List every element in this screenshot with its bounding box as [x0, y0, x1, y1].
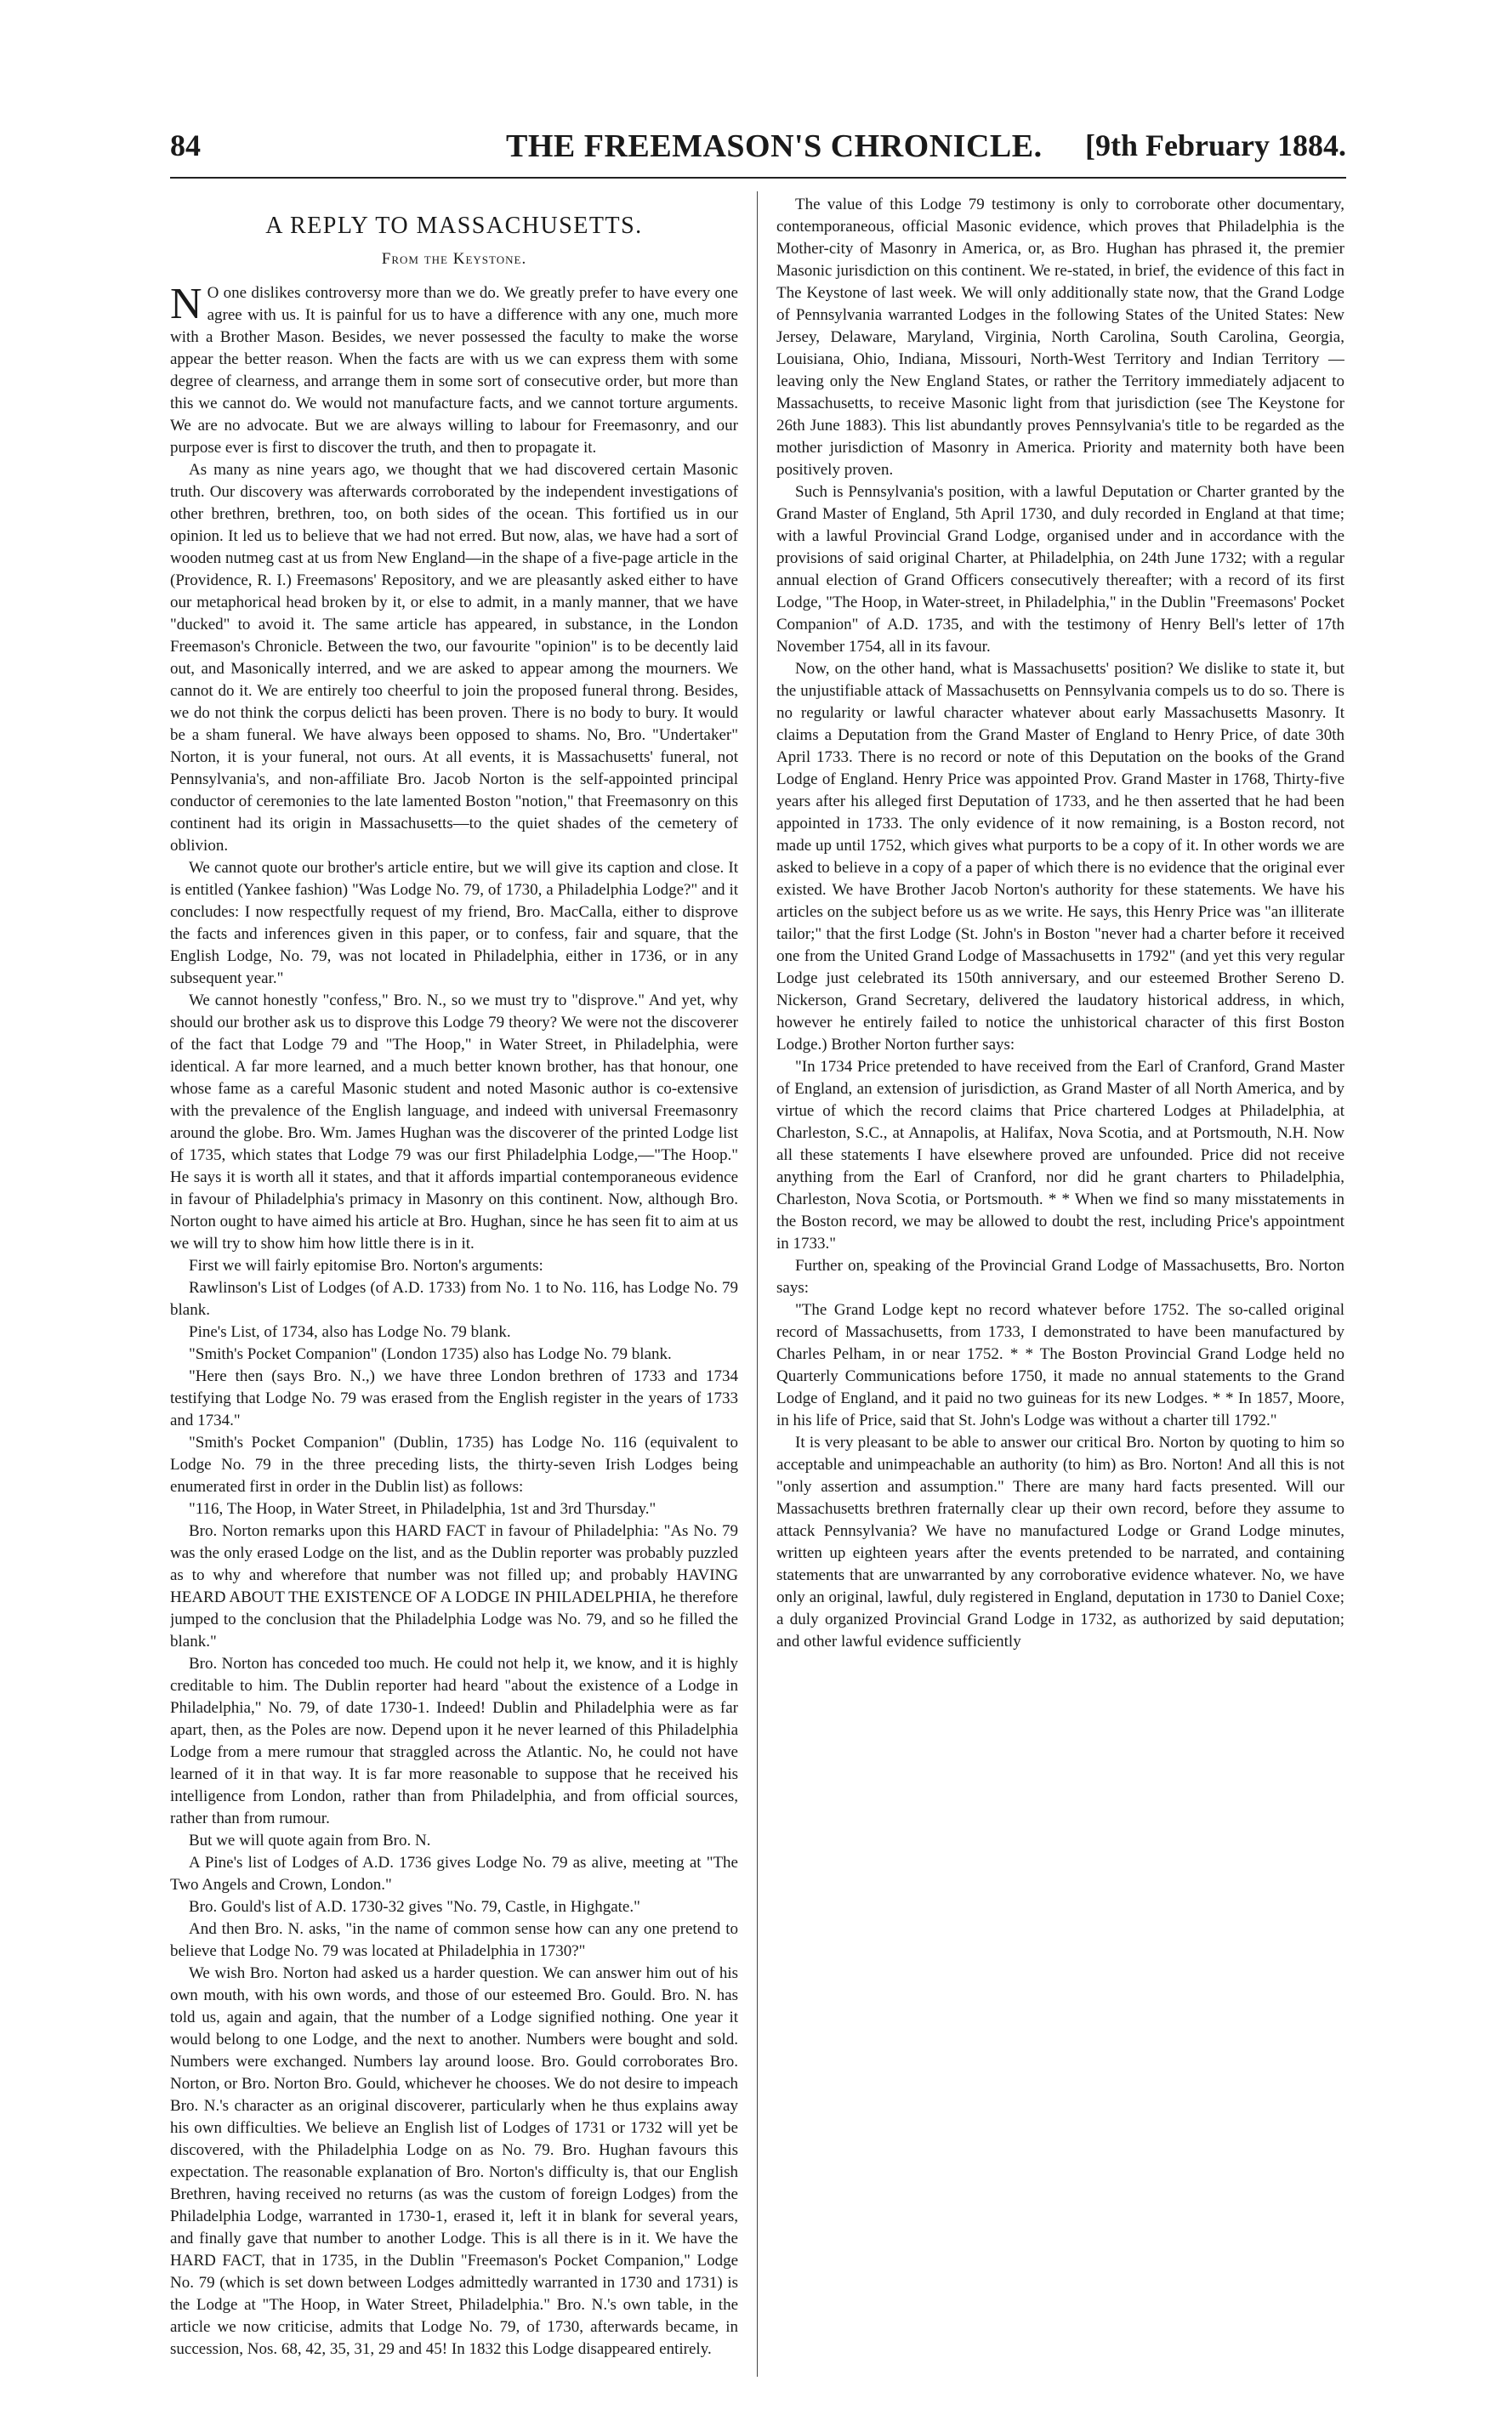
paragraph: First we will fairly epitomise Bro. Norton's arguments:	[189, 1257, 543, 1275]
paragraph: Now, on the other hand, what is Massachusetts' position? We dislike to state it, but the unjustifiable attack of Massachusetts on Pennsylvania compels us to do so. There is no regularity or lawful character whatever about early Massachusetts Masonry. It claims a Deputation from the Grand Master of England to Henry Price, of date 30th April 1733. There is no record or note of this Deputation on the books of the Grand Lodge of England. Henry Price was appointed Prov. Grand Master in 1768, Thirty-five years after his alleged first Deputation of 1733, and he then asserted that he had been appointed in 1733. The only evidence of it now remaining, is a Boston record, not made up until 1752, which gives what purports to be a copy of it. In other words we are asked to believe in a copy of a paper of which there is no evidence that the original ever existed. We have Brother Jacob Norton's authority for these statements. We have his articles on the subject before us as we write. He says, this Henry Price was "an illiterate tailor;" that the first Lodge (St. John's in Boston "never had a charter before it received one from the United Grand Lodge of Massachusetts in 1792" (and yet this very regular Lodge just celebrated its 150th anniversary, and our esteemed Brother Sereno D. Nickerson, Grand Secretary, delivered the laudatory historical address, in which, however he entirely failed to notice the unhistorical character of this first Boston Lodge.) Brother Norton further says:	[776, 660, 1344, 1054]
paragraph: We cannot honestly "confess," Bro. N., so we must try to "disprove." And yet, why should our brother ask us to disprove this Lodge 79 theory? We were not the discoverer of the fact that Lodge 79 and "The Hoop," in Water Street, in Philadelphia, were identical. A far more learned, and a much better known brother, has that honour, one whose fame as a careful Masonic student and noted Masonic author is co-extensive with the prevalence of the English language, and indeed with universal Freemasonry around the globe. Bro. Wm. James Hughan was the discoverer of the printed Lodge list of 1735, which states that Lodge 79 was our first Philadelphia Lodge,—"The Hoop." He says it is worth all it states, and that it affords impartial contemporaneous evidence in favour of Philadelphia's primacy in Masonry on this continent. Now, although Bro. Norton ought to have aimed his article at Bro. Hughan, since he has seen fit to aim at us we will try to show him how little there is in it.	[170, 992, 738, 1253]
paragraph: "In 1734 Price pretended to have received from the Earl of Cranford, Grand Master of England, an extension of jurisdiction, as Grand Master of all North America, and by virtue of which the record claims that Price chartered Lodges at Philadelphia, at Charleston, S.C., at Annapolis, at Halifax, Nova Scotia, and at Portsmouth, N.H. Now all these statements I have elsewhere proved are unfounded. Price did not receive anything from the Earl of Cranford, nor did he grant charters to Philadelphia, Charleston, Nova Scotia, or Portsmouth. * * When we find so many misstatements in the Boston record, we may be allowed to doubt the rest, including Price's appointment in 1733."	[776, 1058, 1344, 1253]
article-source: From the Keystone.	[381, 250, 527, 268]
paragraph: Bro. Norton remarks upon this HARD FACT in favour of Philadelphia: "As No. 79 was the only erased Lodge on the list, and as the Dublin reporter was probably puzzled as to why and wherefore that number was not filled up; and probably HAVING HEARD ABOUT THE EXISTENCE OF A LODGE IN PHILADELPHIA, he therefore jumped to the conclusion that the Philadelphia Lodge was No. 79, and so he filled the blank."	[170, 1522, 738, 1651]
paragraph: Such is Pennsylvania's position, with a lawful Deputation or Charter granted by the Grand Master of England, 5th April 1730, and duly recorded in England at that time; with a lawful Provincial Grand Lodge, organised under and in accordance with the provisions of said original Charter, at Philadelphia, on 24th June 1732; with a regular annual election of Grand Officers consecutively thereafter; with a record of its first Lodge, "The Hoop, in Water-street, in Philadelphia," in the Dublin "Freemasons' Pocket Companion" of A.D. 1735, and with the testimony of Henry Bell's letter of 17th November 1754, all in its favour.	[776, 483, 1344, 656]
page-number: 84	[170, 128, 201, 162]
column-left	[170, 194, 738, 2371]
article-title: A REPLY TO MASSACHUSETTS.	[265, 213, 643, 239]
paragraph: We wish Bro. Norton had asked us a harder question. We can answer him out of his own mouth, with his own words, and those of our esteemed Bro. Gould. Bro. N. has told us, again and again, that the number of a Lodge signified nothing. One year it would belong to one Lodge, and the next to another. Numbers were bought and sold. Numbers were exchanged. Numbers lay around loose. Bro. Gould corroborates Bro. Norton, or Bro. Norton Bro. Gould, whichever he chooses. We do not desire to impeach Bro. N.'s character as an original discoverer, particularly when he thus explains away his own difficulties. We believe an English list of Lodges of 1731 or 1732 will yet be discovered, with the Philadelphia Lodge on as No. 79. Bro. Hughan favours this expectation. The reasonable explanation of Bro. Norton's difficulty is, that our English Brethren, having received no returns (as was the custom of foreign Lodges) from the Philadelphia Lodge, warranted in 1730-1, erased it, left it in blank for several years, and finally gave that number to another Lodge. This is all there is in it. We have the HARD FACT, that in 1735, in the Dublin "Freemason's Pocket Companion," Lodge No. 79 (which is set down between Lodges admittedly warranted in 1730 and 1731) is the Lodge at "The Hoop, in Water Street, Philadelphia." Bro. N.'s own table, in the article we now criticise, admits that Lodge No. 79, of 1730, afterwards became, in succession, Nos. 68, 42, 35, 31, 29 and 45! In 1832 this Lodge disappeared entirely.	[170, 1964, 738, 2358]
paragraph: "Smith's Pocket Companion" (Dublin, 1735) has Lodge No. 116 (equivalent to Lodge No. 79 in the three preceding lists, the thirty-seven Irish Lodges being enumerated first in order in the Dublin list) as follows:	[170, 1434, 738, 1496]
drop-cap: N	[170, 280, 202, 328]
paragraph: "Here then (says Bro. N.,) we have three London brethren of 1733 and 1734 testifying that Lodge No. 79 was erased from the English register in the years of 1733 and 1734."	[170, 1367, 738, 1429]
paragraph: "Smith's Pocket Companion" (London 1735) also has Lodge No. 79 blank.	[189, 1345, 672, 1363]
issue-date: [9th February 1884.	[1085, 128, 1346, 162]
column-divider	[757, 191, 758, 2377]
paragraph: As many as nine years ago, we thought that we had discovered certain Masonic truth. Our discovery was afterwards corroborated by the independent investigations of other brethren, brethren, too, on both sides of the ocean. This fortified us in our opinion. It led us to believe that we had not erred. But now, alas, we have had a sort of wooden nutmeg cast at us from New England—in the shape of a five-page article in the (Providence, R. I.) Freemasons' Repository, and we are pleasantly asked either to have our metaphorical head broken by it, or else to admit, in a manly manner, that we have "ducked" to avoid it. The same article has appeared, in substance, in the London Freemason's Chronicle. Between the two, our favourite "opinion" is to be decently laid out, and Masonically interred, and we are asked to appear among the mourners. We cannot do it. We are entirely too cheerful to join the proposed funeral throng. Besides, we do not think the corpus delicti has been proven. There is no body to bury. It would be a sham funeral. We have always been opposed to shams. No, Bro. "Undertaker" Norton, it is your funeral, not ours. At all events, it is Massachusetts' funeral, not Pennsylvania's, and non-affiliate Bro. Jacob Norton is the self-appointed principal conductor of ceremonies to the late lamented Boston "notion," that Freemasonry on this continent had its origin in Massachusetts—to the quiet shades of the cemetery of oblivion.	[170, 461, 738, 855]
paragraph: Rawlinson's List of Lodges (of A.D. 1733) from No. 1 to No. 116, has Lodge No. 79 blank.	[170, 1279, 738, 1319]
paragraph	[170, 282, 738, 459]
publication-title: THE FREEMASON'S CHRONICLE.	[506, 128, 1043, 164]
paragraph: We cannot quote our brother's article entire, but we will give its caption and close. It is entitled (Yankee fashion) "Was Lodge No. 79, of 1730, a Philadelphia Lodge?" and it concludes: I now respectfully request of my friend, Bro. MacCalla, either to disprove the facts and inferences given in this paper, or to confess, fair and square, that the English Lodge, No. 79, was not located in Philadelphia, either in 1736, or in any subsequent year."	[170, 859, 738, 987]
paragraph: Bro. Norton has conceded too much. He could not help it, we know, and it is highly creditable to him. The Dublin reporter had heard "about the existence of a Lodge in Philadelphia," No. 79, of date 1730-1. Indeed! Dublin and Philadelphia were as far apart, then, as the Poles are now. Depend upon it he never learned of this Philadelphia Lodge from a mere rumour that straggled across the Atlantic. No, he could not have learned of it in that way. It is far more reasonable to suppose that he received his intelligence from London, rather than from Philadelphia, and from official sources, rather than from rumour.	[170, 1655, 738, 1827]
column-right	[776, 194, 1344, 2371]
paragraph: "The Grand Lodge kept no record whatever before 1752. The so-called original record of Massachusetts, from 1733, I demonstrated to have been manufactured by Charles Pelham, in or near 1752. * * The Boston Provincial Grand Lodge held no Quarterly Communications before 1750, it made no annual statements to the Grand Lodge of England, and it paid no two guineas for its new Lodges. * * In 1857, Moore, in his life of Price, said that St. John's Lodge was without a charter till 1792."	[776, 1301, 1344, 1429]
paragraph: The value of this Lodge 79 testimony is only to corroborate other documentary, contemporaneous, official Masonic evidence, which proves that Philadelphia is the Mother-city of Masonry in America, or, as Bro. Hughan has phrased it, the premier Masonic jurisdiction on this continent. We re-stated, in brief, the evidence of this fact in The Keystone of last week. We will only additionally state now, that the Grand Lodge of Pennsylvania warranted Lodges in the following States of the United States: New Jersey, Delaware, Maryland, Virginia, North Carolina, South Carolina, Georgia, Louisiana, Ohio, Indiana, Missouri, North-West Territory and Indian Territory —leaving only the New England States, or rather the Territory immediately adjacent to Massachusetts, to receive Masonic light from that jurisdiction (see The Keystone for 26th June 1883). This list abundantly proves Pennsylvania's title to be regarded as the mother jurisdiction of Masonry in America. Priority and maternity both have been positively proven.	[776, 196, 1344, 479]
masthead	[170, 128, 1346, 179]
paragraph: But we will quote again from Bro. N.	[189, 1832, 431, 1850]
paragraph: It is very pleasant to be able to answer our critical Bro. Norton by quoting to him so acceptable and unimpeachable an authority (to him) as Bro. Norton! And all this is not "only assertion and assumption." There are many hard facts presented. Will our Massachusetts brethren fraternally clear up their own record, before they assume to attack Pennsylvania? We have no manufactured Lodge or Grand Lodge minutes, written up eighteen years after the events pretended to be narrated, and containing statements that are unwarranted by any corroborative evidence whatever. No, we have only an original, lawful, duly registered in England, deputation in 1730 to Daniel Coxe; a duly organized Provincial Grand Lodge in 1732, as authorized by said deputation; and other lawful evidence sufficiently	[776, 1434, 1344, 1651]
paragraph: "116, The Hoop, in Water Street, in Philadelphia, 1st and 3rd Thursday."	[189, 1500, 657, 1518]
paragraph: And then Bro. N. asks, "in the name of common sense how can any one pretend to believe that Lodge No. 79 was located at Philadelphia in 1730?"	[170, 1920, 738, 1960]
paragraph: A Pine's list of Lodges of A.D. 1736 gives Lodge No. 79 as alive, meeting at "The Two Angels and Crown, London."	[170, 1854, 738, 1894]
paragraph: Further on, speaking of the Provincial Grand Lodge of Massachusetts, Bro. Norton says:	[776, 1257, 1344, 1297]
paragraph-text: O one dislikes controversy more than we do. We greatly prefer to have every one agree with us. It is painful for us to have a difference with any one, much more with a Brother Mason. Besides, we never possessed the faculty to make the worse appear the better reason. When the facts are with us we can express them with some degree of clearness, and arrange them in some sort of consecutive order, but more than this we cannot do. We would not manufacture facts, and we cannot torture arguments. We are no advocate. But we are always willing to labour for Freemasonry, and our purpose ever is first to discover the truth, and then to propagate it.	[170, 284, 738, 457]
paragraph: Bro. Gould's list of A.D. 1730-32 gives "No. 79, Castle, in Highgate."	[189, 1898, 640, 1916]
paragraph: Pine's List, of 1734, also has Lodge No. 79 blank.	[189, 1323, 511, 1341]
